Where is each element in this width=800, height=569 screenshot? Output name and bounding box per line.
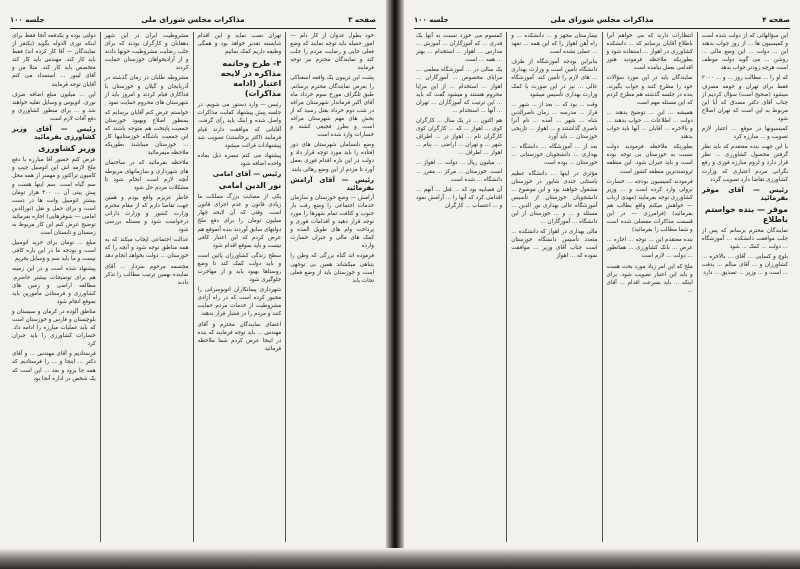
paragraph: بطوریکه ملاحظه فرمودید دولت نسبت به خوزستان بی توجه بوده است و باید جبران شود. این منطقه ثروتمندترین منطقه کشور است — [606, 144, 693, 175]
speaker-heading: وزیر کشاورزی — [38, 144, 96, 154]
paragraph: خواستم عرض کنم آقایان برسانم که بمنظور اصلاح وبهبود خوزستان جمعیت پایتخت هم متوجه باشند که این جمعیت باشگاه خوزستانیها کار ... خوزستان میباشند بطوریکه ملاحظه میفرمائید — [104, 109, 189, 157]
session-number: جلسه ۱۰۰ — [10, 16, 45, 24]
paragraph: ... میلیون ریال ... دولت ... اهواز ... است. خوزستان ... مرکز ... مقرر ... دانشگاه ... شده است — [416, 160, 503, 183]
paragraph: شهرداری پیمانکاران اتوبوسرانی را مجبور کرده است که در راه آزادی مشروطیت از خدمات مردم حمایت کنند و مردم را در فشار قرار ندهند — [197, 287, 282, 318]
paragraph: اعضای نمایندگان محترم و آقای مهندس ... باید توجه فرمایند که بنده در اینجا عرض کردم شما ملاحظه فرمائید — [197, 321, 282, 352]
paragraph: پیشنهاد می کنم تبصره ذیل بماده واحده اضافه شود — [197, 152, 282, 167]
paragraph: یک سالی در ... آموزشگاه معلمی ... مزایای مخصوص ... آموزگاران ... اهواز ... استخدام ... از این مزایا محروم هستند و میشود گفت که باید ... این ترتیب که آموزگاران ... تهران ... آنها ... استخدام ... — [416, 67, 503, 114]
publication-title: مذاکرات مجلس شورای ملی — [141, 15, 245, 24]
right-columns — [412, 32, 792, 542]
paragraph: مناطق آلوده در کرمان و سیستان و بلوچستان و فارس و خوزستان است که باید عملیات مبارزه را ادامه داد. خسارات کشاورزی را باید جبران کرد — [12, 308, 96, 348]
paragraph: بعد از ... آموزشگاه ... دانشگاه ... بهداری ... دانشجویان خوزستانی ... خوزستان ... بوده است — [511, 144, 598, 167]
paragraph: انتظارات دارند که می خواهم آنرا باطلاع آقایان برسانم که ... دانشکده کشاورزی در اهواز ... استفاده شود و بطوریکه ملاحظه فرمودید هنوز اقدامی بعمل نیامده است — [606, 33, 693, 72]
paragraph: فرموده اند گناه بزرگی که وطن را بتباهی میکشاند همین بی توجهی است و خوزستان باید از وضع فعلی نجات یابد — [290, 253, 374, 284]
paragraph: عرض کنم حضور آقا مبارزه با دفع ملخ لازمه اش این اتومبیل جیپ و کامیون تراکتور و مهمتر از همه محل سم گیاه است. سم اینها هست و پیش بینی آن ... ۴۰۰ هزار تومان بیشتر اتومبیل وانت ها در دست است و برای حمل و نقل (نورالدین امامی — شوفرهایی) اجازه بفرمائید توضیح عرض کنم این کار مربوط به زمستان و تابستان است — [12, 157, 96, 237]
paragraph: مبلغ ... تومان برای خرید اتومبیل است و بودجه ما در این باره کافی نیست و ما باید سم و وسایل بخریم — [12, 240, 96, 263]
paragraph: پیشنهاد شده است و در این زمینه هم برای توضیحات بیشتر حاضرم. مطالعه اراضی و زمین های کشاورزی و فرستادن مأمورین باید بموقع انجام شود — [12, 266, 96, 305]
paragraph: نمایندگان باید در این مورد سؤالات خود را مطرح کنند و جواب بگیرند. بنده در جلسه گذشته هم مطرح کردم که این مسئله مهم است — [606, 75, 693, 106]
paragraph: همیشه ... این ... توضیح بدهند ... دولت ... اطلاعات ... جواب بدهند ... و بالاخره ... آقایان ... آنها باید جواب بدهند — [606, 109, 693, 141]
section-heading: ۳- طرح وخاتمه مذاکره در لایحه اعتبار (ادامه مذاکرات) — [220, 59, 282, 99]
paragraph: با این جهت بنده معتقدم که باید نظر گرفتن محصول کشاورزی ... نظر قرار دارد و لزوم مبارزه فوری و رفع نگرانی مردم اعتباری که وزارت کشاورزی تقاضا دارد تصویب گردد — [701, 144, 788, 183]
left-columns — [8, 32, 378, 542]
paragraph: مشروطیت ایران در این شهر دهقانان و کارگران بودند که برای جلب رضایت مشروطیت خونها دادند و از آزادیخواهان خوزستان حمایت کردند — [104, 33, 189, 72]
paragraph: وقت ... بود که ... بعد از ... شهر ... قرار ... مدرسه ... زمان ناصرالدین شاه ... شهر ... آمده ... نام آنرا ناصری گذاشتند و ... اهواز ... تاریخی خوزستان ... باید آورد — [511, 101, 598, 141]
speaker-line: رئیس — آقای وزیر کشاورزی بفرمائید — [12, 125, 96, 142]
left-col-3 — [100, 32, 193, 542]
paragraph: فرمودند کمیسیون بودجه ... خسارت نزولی وارد کرده است و ... وزیر کشاورزی توجه بفرمایند (مهدی ارباب — خواهش میکنم واقع بطالب هم بفرمائید) (فرامرزی — در این قسمت مذاکرات مفصلی شده است و شما مطالب را بفرمائید) — [606, 178, 693, 234]
right-col-1 — [697, 32, 792, 542]
paragraph: مشروطه طلبان در زمان گذشته در آذربایجان و گیلان و خوزستان با فداکاری قیام کردند و امروز باید از شهرستان های محروم حمایت نمود — [104, 75, 189, 106]
right-col-4 — [412, 32, 506, 542]
binding-gutter — [386, 0, 404, 569]
paragraph: آن قصابیه بود که ... قتل ... آنهم ... اقدامی کرد که آنها را ... آرامش نمود و ... اعتصاب ... کارگران — [416, 186, 503, 209]
paragraph: ملاحظه بفرمائید که در ساختمان های شهرداری و سازمانهای مربوطه آنچه لازم است انجام شود تا مشکلات مردم حل شود — [104, 160, 189, 191]
paragraph: بیمارستان مجهز و ... دانشکده ... و راه آهن اهواز را که این همه ... تعهد ... عملی نشده است — [511, 33, 598, 56]
left-page — [0, 0, 386, 556]
left-col-1 — [285, 32, 378, 542]
speaker-line: رئیس — آقای امامی — [212, 170, 282, 179]
right-page — [404, 0, 800, 556]
paragraph: دولتی بوده و یکدفعه آنجا فقط برای اینکه نوری الدوله بگوید (یکنفر از نمایندگان — آقا کار کرده اند) فقط باید کار کند. مهندس باید کار کند متخصص باید کار کند. مثلا من و آقای لیبور ... استمداد می کنم آقایان توجه فرمایند — [12, 33, 96, 88]
paragraph: کمیسیونها در موقع ... اعتبار لازم تصویب و ... مبارزه کرد — [701, 126, 788, 141]
paragraph: سطح زندگی کشاورزان پائین است و باید دولت کمک کند تا وضع روستاها بهبود یابد و از مهاجرت جلوگیری شود — [197, 252, 282, 284]
right-col-3 — [506, 32, 601, 542]
paragraph: یکی از مصایب بزرگ مملکت ما زیادی قانون و عدم اجرای قانون است. وقتی که آن لایحه چهار میلیون تومان را برای دفع ملخ دولتهای سابق آوردند بنده آنموقع هم عرض کردم که این اعتبار کافی نیست و باید بموقع اقدام شود — [197, 194, 282, 249]
session-number: جلسه ۱۰۰ — [414, 16, 449, 24]
speaker-line: رئیس — آقای آرامش بفرمائید — [290, 175, 374, 192]
paragraph: مجسمه مرحوم سردار ... آقای نماینده بهمین ترتیب مطالب را تذکر دادند — [104, 263, 189, 286]
paragraph: خود بطول عدوان از کار دلم — امور حمیله باید توجه نمایند که وضع فعلی جایی و رضایت مردم را جلب کند و نمایندگان محترم نیز توجه فرمایند — [290, 33, 374, 72]
page-number: صفحه ۳ — [348, 16, 376, 24]
speaker-line: رئیس — آقای موقر بفرمائید — [701, 185, 788, 202]
paragraph: ملخ که این امر زیاد مورد بحث هست و باید این اعتبار تصویب شود. برای اینکه ... باید بسرعت اقدام ... آقای ... — [606, 263, 693, 294]
scan-bottom-edge — [0, 548, 800, 569]
page-number: صفحه ۴ — [762, 16, 790, 24]
paragraph: کمسوم می خورد نسبت به آنها یک قدری ... که آموزگاران ... آموزش ... مدارس ... اهواز ... استخدام ... بهتر ... همه ... است — [416, 33, 503, 64]
paragraph: پشت این تریبون یک واقعه اسفناکی را بعرض نمایندگان محترم برسانم. طبق تلگراف مورخ سوم خرداد ماه آقای اکبر فرماندار شهرستان مراغه در شب دوم خرداد بقتل رسید که از بخش های مهم شهرستان مراغه است و بطرز فجیعی کشته و خسارات وارد شده است — [290, 75, 374, 139]
paragraph: مؤثری در اینها ... دانشگاه عظیم باستانی جندی شاپور در خوزستان مشغول خواهند بود و این موضوع ... دانشجویان خوزستان از تأسیس آموزشگاه عالی بهداری نور الدین ... مسئله و ... و ... خوزستان از این دانشگاه ... آموزگاران ... — [511, 170, 598, 226]
paragraph: بنابراین بودجه آموزشگاه از طرف دانشگاه تأمین است و وزارت بهداری ... های لازم را تأمین کند. آموزشگاه عالی ... نیز در این صورت با کمک وزارت بهداری تأسیس میشود — [511, 59, 598, 98]
left-col-2 — [193, 32, 286, 542]
left-running-header — [10, 14, 376, 29]
paragraph: این سؤالهائی که از دولت شده است و کمیسیون ها ... از روز جواب بدهند این ... دولت ... این وضع مالی ... روشن ... می گوید دولت موظف است هرچه زودتر جواب بدهد — [701, 33, 788, 72]
paragraph: مالی بهداری در اهواز که دانشکده ... متعدد تأسیس دانشگاه خوزستان است جناب آقای وزیر ... موافقت نموده که ... اهواز — [511, 229, 598, 260]
paragraph: بنده معتقدم این ... توجه ... اجازه ... عرض ... بانک کشاورزی ... همانطور ... دولت ... لازم است — [606, 237, 693, 260]
paragraph: فرستادیم و آقای مهندس ... و آقای دکتر ... اینجا و ... را فرستادیم که همه جا برود و بعد ... این است که یک شخص در اداره آنجا بود — [12, 351, 96, 382]
paragraph: این ... میلیون مبلغ اضافه صرف نوری. اتوبوس و وسایل نقلیه خواهند شد و ... برای منظور کشاورزی و دفع آفات لازم است — [12, 91, 96, 122]
right-running-header — [414, 14, 790, 29]
right-col-2 — [602, 32, 697, 542]
paragraph: تهران نصب نماید و این اقدام شایسته تقدیر خواهد بود و همگی وظیفه داریم کمک نمائیم — [197, 33, 282, 56]
speaker-heading: نور الدین امامی — [218, 181, 282, 191]
paragraph: وضع نابسامان شهرستان های دور افتاده را باید مورد توجه قرار داد و دولت در این باره اقدام فوری بعمل آورد تا مردم از این وضع رهائی یابند — [290, 142, 374, 173]
paragraph: هم اکنون ... در یک سال ... کارگران کوی ... اهواز ... که ... کارگران کوی کارگران نام ... اهواز در ... اطراف شهر ... و تهران ... اراضی ... بنام ... اهواز ... اطراف ... — [416, 117, 503, 157]
paragraph: که او را ... مطالب روز ... و ... ۲۰۰۰ فقط برای تهران و حومه مصرف میشود (صحیح است) سؤال کردیم از جناب آقای دکتر مصدق که آیا این مربوط به این است که تهران اصلاح شود — [701, 75, 788, 122]
left-col-4 — [8, 32, 100, 542]
paragraph: نمایندگان محترم برسانم که پس از جلب موافقت دانشکده ... آموزشگاه ... دولت ... کمک ... شود — [701, 227, 788, 251]
paragraph: آرامش — وضع خوزستان و سازمان خدمات اجتماعی را وضع رقت بار جنوب و کثافت تمام شهرها را مورد توجه قرار دهید و اقدامات فوری و پرداخت وام های طویل المده و کمک های مالی و جبران خسارت وارده — [290, 194, 374, 250]
speaker-heading: موقر — بنده خواستم باطلاع — [704, 204, 788, 224]
paragraph: رئیس — وارد دستور می شویم، در جلسه پیش پیشنهاد کفایت مذاکرات واصل شده و اینک باید رأی گرفت. آقایانی که موافقت دارند قیام فرمایند (اکثر برخاستند) تصویب شد پیشنهادات قرائت میشود — [197, 102, 282, 149]
paragraph: بلوچ و کسایی ... آقای ... بالاخره ... کشاورزان و ... آقای سالم ... بدقت ... است و ... وزیر ... تصدیق ... دارد — [701, 254, 788, 277]
publication-title: مذاکرات مجلس شورای ملی — [550, 15, 654, 24]
paragraph: خاطر عزیزم واقع بودم و همین جهت تقاضا دارم که از مقام محترم وزارت کشور و وزارت دارائی درخواست شود و مسئله بررسی شود — [104, 194, 189, 234]
paragraph: عدالت اجتماعی ایجاب میکند که به همه مناطق توجه شود و آنچه را که خوزستان ... دولت بخواهد انجام دهد — [104, 237, 189, 260]
